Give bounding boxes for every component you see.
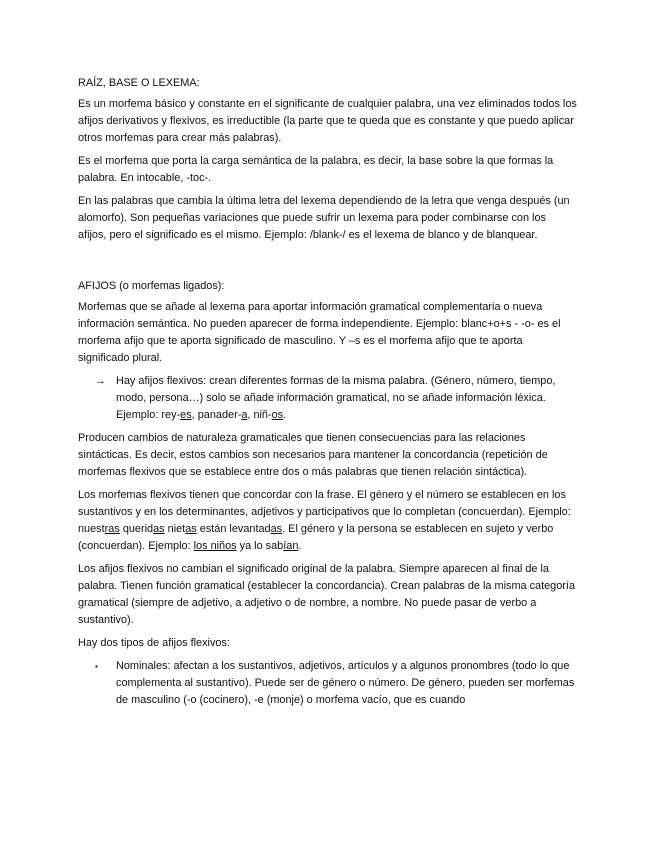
underlined-suffix: a [241, 409, 248, 421]
paragraph-raiz-semantic: Es el morfema que porta la carga semántica de la palabra, es decir, la base sobre la que formas la palabra. En intocable, -toc-. [78, 155, 554, 184]
paragraph-afijos-definition: Morfemas que se añade al lexema para aportar información gramatical complementaria o nueva información semántica. No pueden aparecer de forma independiente. Ejemplo: blanc+o+s - -o- es el morfema afijo que te aporta significado de masculino. Y –s es el morfema afijo que te aporta significado plural. [78, 301, 561, 364]
underlined-suffix: ras [104, 523, 120, 535]
text-run: Los morfemas flexivos tienen que concordar con la frase. El género y el número se establecen en los sustantivos y en los determinantes, adjetivos y participativos que lo completan (concuerdan). Ejemplo: nuest [78, 489, 571, 535]
text-run: niet [164, 523, 186, 535]
example-separator: , niñ- [247, 409, 272, 421]
example-end: . [283, 409, 287, 421]
text-run: . El género y la persona se establecen en sujeto y verbo (concuerdan). Ejemplo: [78, 523, 554, 552]
underlined-suffix: ían [283, 540, 299, 552]
arrow-list-item [78, 373, 577, 424]
square-bullet-icon: ▪ [95, 662, 98, 671]
text-run: querid [119, 523, 154, 535]
bullet-item-text: Nominales: afectan a los sustantivos, adjetivos, artículos y a algunos pronombres (todo lo que complementa al sustantivo). Puede ser de género o número. De género, pueden ser morfemas de masculino (-o (cocinero), -e (monje) o morfema vacío, que es cuando [116, 660, 575, 706]
text-run: ya lo sab [236, 540, 284, 552]
paragraph-concordar-frase [78, 487, 577, 555]
underlined-subject: los niños [193, 540, 237, 552]
section-heading-raiz: RAÍZ, BASE O LEXEMA: [78, 77, 200, 89]
text-run: están levantad [196, 523, 271, 535]
section-heading-afijos: AFIJOS (o morfemas ligados): [78, 280, 225, 292]
underlined-suffix: es [180, 409, 192, 421]
bullet-list-item [78, 658, 577, 709]
paragraph-raiz-definition: Es un morfema básico y constante en el significante de cualquier palabra, una vez eliminados todos los afijos derivativos y flexivos, es irreductible (la parte que te queda que es constante y que puedo aplicar otros morfemas para crear más palabras). [78, 98, 577, 144]
text-run: . [298, 540, 302, 552]
paragraph-raiz-alomorfo: En las palabras que cambia la última letra del lexema dependiendo de la letra que venga después (un alomorfo). Son pequeñas variaciones que puede sufrir un lexema para poder combinarse con los afijos, pero el significado es el mismo. Ejemplo: /blank-/ es el lexema de blanco y de blanquear. [78, 195, 570, 241]
underlined-suffix: as [270, 523, 283, 535]
section-spacer [78, 250, 577, 278]
paragraph-dos-tipos: Hay dos tipos de afijos flexivos: [78, 637, 230, 649]
underlined-suffix: as [153, 523, 165, 535]
paragraph-concordancia: Producen cambios de naturaleza gramaticales que tienen consecuencias para las relaciones sintácticas. Es decir, estos cambios son necesarios para mantener la concordancia (repetición de morfemas flexivos que se establece entre dos o más palabras que tienen relación sintáctica). [78, 432, 548, 478]
underlined-suffix: os [271, 409, 284, 421]
paragraph-afijos-no-cambian: Los afijos flexivos no cambian el significado original de la palabra. Siempre aparecen al final de la palabra. Tienen función gramatical (establecer la concordancia). Crean palabras de la misma categoría gramatical (siempre de adjetivo, a adjetivo o de nombre, a nombre. No puede pasar de verbo a sustantivo). [78, 563, 576, 626]
arrow-icon: → [95, 375, 106, 387]
arrow-item-text: Hay afijos flexivos: crean diferentes formas de la misma palabra. (Género, número, tiempo, modo, persona…) solo se añade información gramatical, no se añade información léxica. Ejemplo: rey- [116, 375, 556, 421]
underlined-suffix: as [185, 523, 197, 535]
example-separator: , panader- [191, 409, 242, 421]
